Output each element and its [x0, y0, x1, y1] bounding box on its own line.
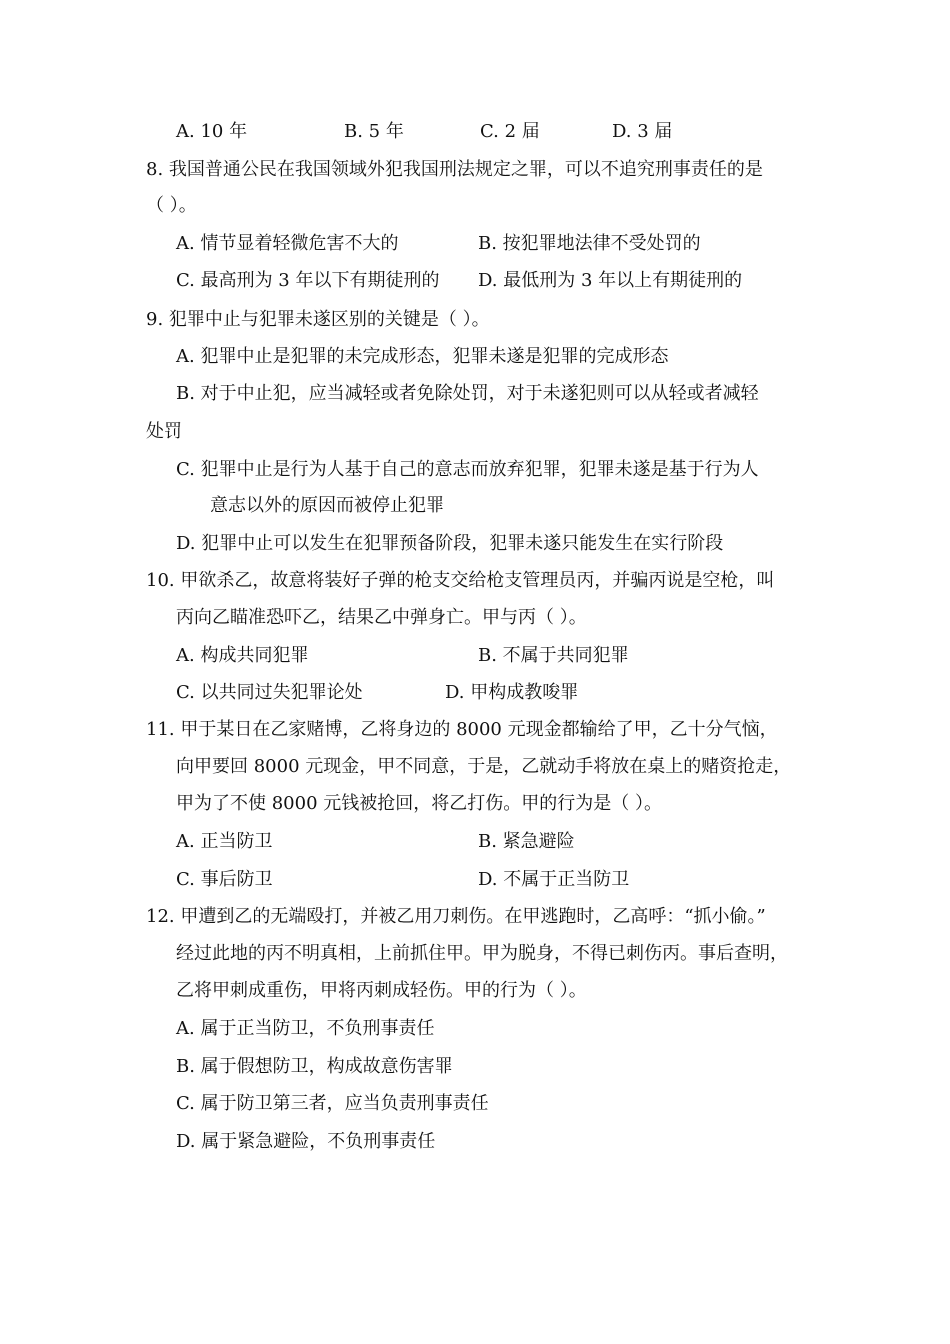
q12-option-d: D. 属于紧急避险，不负刑事责任: [176, 1131, 436, 1152]
q7-option-d: D. 3 届: [612, 121, 673, 142]
q9-option-b-line-2: 处罚: [146, 421, 182, 442]
q10-option-c: C. 以共同过失犯罪论处: [176, 682, 363, 703]
q11-stem-line-1: 11. 甲于某日在乙家赌博，乙将身边的 8000 元现金都输给了甲，乙十分气恼，: [146, 719, 778, 740]
q8-stem-line-2: （ ）。: [146, 195, 197, 216]
q11-stem-line-3: 甲为了不使 8000 元钱被抢回，将乙打伤。甲的行为是（ ）。: [176, 793, 662, 814]
q8-stem-line-1: 8. 我国普通公民在我国领域外犯我国刑法规定之罪，可以不追究刑事责任的是: [146, 159, 763, 180]
q10-stem-line-2: 丙向乙瞄准恐吓乙，结果乙中弹身亡。甲与丙（ ）。: [176, 607, 587, 628]
q10-option-d: D. 甲构成教唆罪: [445, 682, 579, 703]
q12-option-b: B. 属于假想防卫，构成故意伤害罪: [176, 1056, 453, 1077]
q11-stem-line-2: 向甲要回 8000 元现金，甲不同意，于是，乙就动手将放在桌上的赌资抢走，: [176, 756, 792, 777]
q12-option-c: C. 属于防卫第三者，应当负责刑事责任: [176, 1093, 489, 1114]
q11-option-d: D. 不属于正当防卫: [478, 869, 630, 890]
q10-stem-line-1: 10. 甲欲杀乙，故意将装好子弹的枪支交给枪支管理员丙，并骗丙说是空枪，叫: [146, 570, 775, 591]
q11-option-b: B. 紧急避险: [478, 831, 575, 852]
q9-option-a: A. 犯罪中止是犯罪的未完成形态，犯罪未遂是犯罪的完成形态: [176, 346, 669, 367]
q8-option-a: A. 情节显着轻微危害不大的: [176, 233, 399, 254]
q8-option-c: C. 最高刑为 3 年以下有期徒刑的: [176, 270, 440, 291]
q9-option-d: D. 犯罪中止可以发生在犯罪预备阶段，犯罪未遂只能发生在实行阶段: [176, 533, 724, 554]
q11-option-c: C. 事后防卫: [176, 869, 273, 890]
q9-option-c-line-2: 意志以外的原因而被停止犯罪: [210, 495, 444, 516]
q8-option-b: B. 按犯罪地法律不受处罚的: [478, 233, 701, 254]
q8-option-d: D. 最低刑为 3 年以上有期徒刑的: [478, 270, 743, 291]
q12-stem-line-2: 经过此地的丙不明真相，上前抓住甲。甲为脱身，不得已刺伤丙。事后查明，: [176, 943, 788, 964]
q7-option-c: C. 2 届: [480, 121, 540, 142]
q9-option-c-line-1: C. 犯罪中止是行为人基于自己的意志而放弃犯罪，犯罪未遂是基于行为人: [176, 459, 759, 480]
q7-option-b: B. 5 年: [344, 121, 404, 142]
q10-option-b: B. 不属于共同犯罪: [478, 645, 629, 666]
q7-option-a: A. 10 年: [176, 121, 248, 142]
q9-stem-line-1: 9. 犯罪中止与犯罪未遂区别的关键是（ ）。: [146, 309, 490, 330]
q12-option-a: A. 属于正当防卫，不负刑事责任: [176, 1018, 435, 1039]
q12-stem-line-1: 12. 甲遭到乙的无端殴打，并被乙用刀刺伤。在甲逃跑时，乙高呼：“抓小偷。”: [146, 906, 766, 927]
q10-option-a: A. 构成共同犯罪: [176, 645, 309, 666]
q12-stem-line-3: 乙将甲刺成重伤，甲将丙刺成轻伤。甲的行为（ ）。: [176, 980, 587, 1001]
q11-option-a: A. 正当防卫: [176, 831, 273, 852]
q9-option-b-line-1: B. 对于中止犯，应当减轻或者免除处罚，对于未遂犯则可以从轻或者减轻: [176, 383, 759, 404]
